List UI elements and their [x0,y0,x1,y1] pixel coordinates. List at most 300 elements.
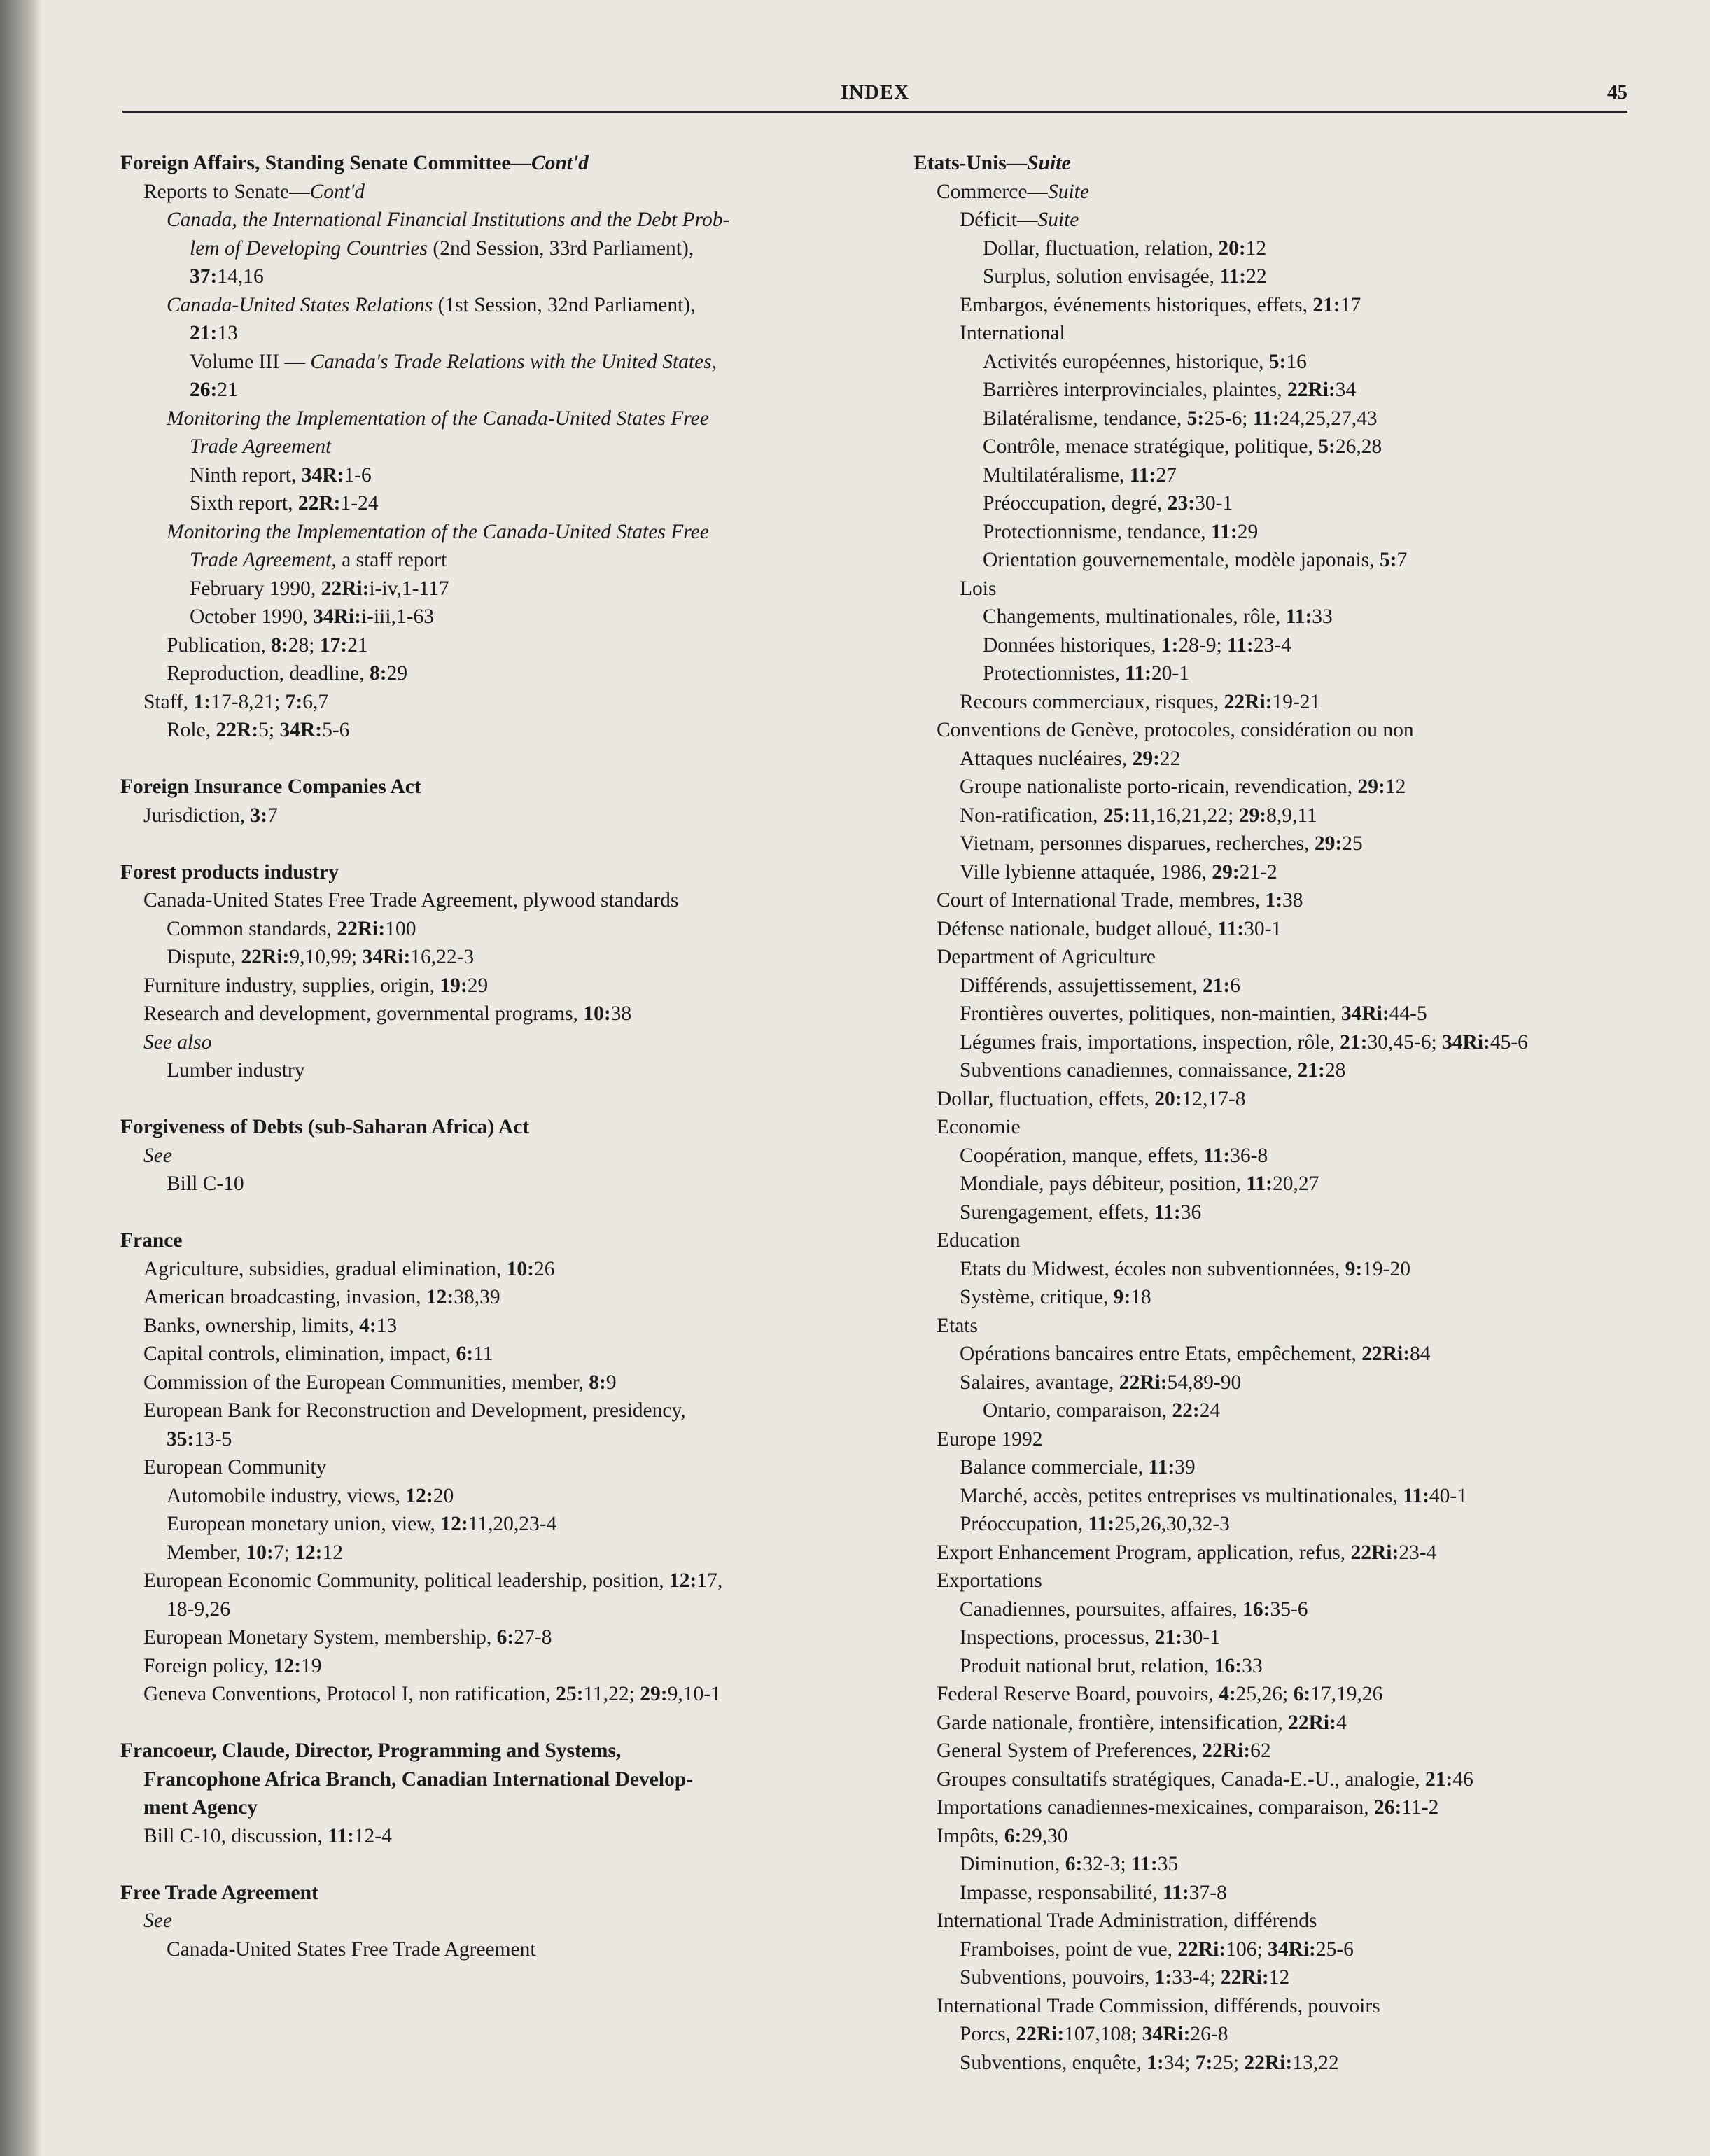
index-entry [913,1142,1641,1170]
italic-text: Suite [1047,180,1089,203]
entry-text: General System of Preferences, [937,1740,1203,1762]
entry-text: Coopération, manque, effets, [960,1144,1204,1167]
index-entry [120,603,854,631]
entry-text: Federal Reserve Board, pouvoirs, [937,1683,1219,1705]
index-entry [913,433,1641,461]
entry-text: 13,22 [1292,2051,1339,2074]
page-reference-volume: 37: [190,265,218,288]
entry-text: 12 [1245,237,1267,260]
index-entry [913,773,1641,802]
page-reference-volume: 12: [426,1286,454,1308]
entry-text: (1st Session, 32nd Parliament), [433,293,696,316]
entry-text: 22 [1159,747,1181,770]
page-reference-volume: 22Ri: [1220,1966,1269,1989]
entry-text: Données historiques, [983,634,1161,657]
entry-text: 36-8 [1230,1144,1268,1167]
entry-text: Court of International Trade, membres, [937,889,1266,911]
index-entry [913,1000,1641,1028]
entry-text: (2nd Session, 33rd Parliament), [428,237,694,260]
entry-text: Impasse, responsabilité, [960,1881,1163,1904]
entry-text: 8,9,11 [1266,804,1317,827]
entry-text: 12,17-8 [1182,1087,1246,1110]
entry-text: 30-1 [1244,917,1282,940]
entry-text: Forest products industry [120,860,339,883]
entry-text: 33 [1312,606,1333,628]
index-entry [913,1170,1641,1198]
index-entry [913,489,1641,518]
entry-text: 7 [1396,549,1408,571]
index-entry [120,461,854,490]
entry-text: 32-3; [1082,1853,1132,1875]
index-entry [913,319,1641,348]
entry-text: 37-8 [1189,1881,1227,1904]
index-entry [120,376,854,405]
entry-text: 21 [347,634,368,657]
index-entry [913,1453,1641,1482]
index-entry [913,206,1641,234]
index-entry [913,943,1641,972]
entry-text: 25,26; [1235,1683,1294,1705]
entry-text: Défense nationale, budget alloué, [937,917,1218,940]
entry-text: Common standards, [167,917,337,940]
page-reference-volume: 35: [167,1427,195,1450]
entry-text: Research and development, governmental programs, [143,1002,584,1025]
page-reference-volume: 23: [1167,492,1196,514]
index-entry [913,1539,1641,1567]
italic-text: Cont'd [309,180,365,203]
page-reference-volume: 34Ri: [1142,2023,1191,2045]
entry-text: Recours commerciaux, risques, [960,690,1224,713]
page-reference-volume: 11: [1088,1513,1115,1535]
entry-text: 25-6 [1315,1938,1354,1961]
index-entry [120,405,854,433]
page-reference-volume: 34Ri: [1442,1030,1490,1054]
entry-text: 26,28 [1335,435,1382,458]
entry-text: 21 [217,379,238,401]
page-reference-volume: 1: [1154,1966,1172,1989]
index-entry [913,1312,1641,1340]
entry-text: 1-24 [340,492,379,514]
index-heading [120,1113,854,1142]
entry-text: 23-4 [1399,1541,1437,1564]
index-entry [120,886,854,915]
entry-text: Canada-United States Free Trade Agreement, plywood standards [143,889,679,911]
entry-text: Surengagement, effets, [960,1200,1154,1224]
entry-text: Garde nationale, frontière, intensification, [937,1711,1289,1734]
index-entry [913,830,1641,858]
page-reference-volume: 22R: [297,492,341,514]
page-reference-volume: 21: [1154,1626,1182,1648]
entry-text: 38 [1282,889,1303,911]
index-entry [120,178,854,206]
index-entry [120,1368,854,1397]
page-reference-volume: 7: [285,690,303,713]
index-entry [913,461,1641,490]
index-entry [913,291,1641,320]
index-heading [913,149,1641,178]
index-column-right [913,149,1641,2077]
entry-text: 38,39 [454,1286,500,1308]
page-reference-volume: 11: [1211,520,1238,543]
index-entry [120,262,854,291]
entry-text: Export Enhancement Program, application, refus, [937,1541,1351,1564]
entry-text: Préoccupation, [960,1513,1088,1535]
entry-text: International Trade Administration, différends [937,1910,1317,1932]
entry-text: Activités européennes, historique, [983,350,1269,373]
entry-text: Contrôle, menace stratégique, politique, [983,435,1319,458]
entry-text: Diminution, [960,1853,1065,1875]
entry-text: 27-8 [514,1626,552,1648]
page-reference-volume: 5: [1318,435,1336,458]
italic-text: See [143,1144,172,1167]
entry-text: 17 [1340,293,1361,316]
index-entry [120,1652,854,1681]
index-entry [913,2020,1641,2049]
entry-text: 29,30 [1021,1824,1068,1847]
index-entry [913,1510,1641,1539]
index-entry [913,1992,1641,2021]
index-entry [913,886,1641,915]
index-entry [913,1737,1641,1765]
index-entry [913,659,1641,688]
entry-text: Non-ratification, [960,804,1103,827]
index-entry [913,1340,1641,1368]
entry-text: Protectionnistes, [983,662,1126,685]
page-reference-volume: 22: [1172,1399,1200,1422]
index-entry [120,1028,854,1057]
index-entry [913,1425,1641,1454]
entry-text: 29 [467,974,489,997]
page-reference-volume: 16: [1214,1654,1242,1677]
entry-text: Embargos, événements historiques, effets, [960,293,1313,316]
page-reference-volume: 6: [1004,1824,1022,1847]
page-reference-volume: 26: [190,379,218,401]
page-reference-volume: 10: [246,1541,274,1564]
page-reference-volume: 11: [1154,1200,1181,1224]
entry-text: Subventions, enquête, [960,2051,1147,2074]
index-entry [913,546,1641,575]
index-entry [913,405,1641,433]
entry-text: 18-9,26 [167,1597,230,1620]
page-reference-volume: 34Ri: [362,946,411,968]
index-entry [120,1283,854,1312]
entry-text: Lois [960,577,997,600]
page-reference-volume: 11: [1131,1853,1158,1875]
index-entry [913,1907,1641,1935]
page-reference-volume: 22Ri: [1288,1711,1336,1734]
index-entry [120,433,854,461]
page-reference-volume: 21: [1312,293,1340,316]
entry-text: Salaires, avantage, [960,1371,1119,1394]
entry-text: Dispute, [167,946,241,968]
entry-text: Commerce— [937,180,1048,203]
index-entry [913,915,1641,944]
entry-gap [120,1198,854,1227]
index-heading [120,1226,854,1255]
entry-text: 11 [473,1343,493,1365]
index-entry [120,1510,854,1539]
entry-text: 11,22; [583,1683,640,1705]
entry-text: 12 [322,1541,343,1564]
entry-text: , a staff report [331,549,447,571]
index-entry [120,1340,854,1368]
page-reference-volume: 29: [1357,776,1385,798]
index-entry [120,1623,854,1652]
entry-text: 29 [386,662,408,685]
entry-text: Francophone Africa Branch, Canadian International Develop- [143,1768,694,1791]
index-entry [913,1028,1641,1057]
entry-text: Protectionnisme, tendance, [983,520,1212,543]
page-reference-volume: 22Ri: [337,917,386,940]
index-entry [913,1085,1641,1114]
entry-text: Foreign Insurance Companies Act [120,776,421,798]
index-entry [913,1879,1641,1907]
page-reference-volume: 4: [1219,1683,1236,1705]
page-reference-volume: 22Ri: [1244,2051,1293,2074]
index-entry [120,291,854,320]
index-entry [120,518,854,547]
italic-text: See also [143,1030,212,1054]
index-entry [913,1396,1641,1425]
index-entry [120,1170,854,1198]
entry-text: Attaques nucléaires, [960,747,1133,770]
entry-text: 4 [1336,1711,1347,1734]
page-header [122,76,1627,113]
entry-text: France [120,1229,183,1252]
entry-gap [120,1709,854,1737]
entry-text: 30-1 [1195,492,1233,514]
entry-text: Différends, assujettissement, [960,974,1203,997]
index-entry [913,1652,1641,1681]
page-reference-volume: 5: [1186,407,1205,430]
page-reference-volume: 26: [1374,1796,1402,1819]
entry-text: 19-21 [1272,690,1321,713]
entry-text: 14,16 [217,265,264,288]
entry-text: 21-2 [1239,860,1277,883]
index-entry [120,546,854,575]
page-reference-volume: 34Ri: [1340,1002,1389,1025]
page-reference-volume: 11: [1203,1144,1231,1167]
entry-text: Geneva Conventions, Protocol I, non ratification, [143,1683,556,1705]
page-reference-volume: 34Ri: [313,606,361,628]
index-entry [913,716,1641,745]
index-entry [120,1453,854,1482]
entry-gap [120,1850,854,1879]
entry-text: Exportations [937,1569,1042,1592]
entry-text: Ninth report, [190,463,302,486]
page-reference-volume: 22Ri: [1287,379,1336,401]
italic-text: Suite [1027,152,1071,174]
index-entry [913,745,1641,774]
index-entry [120,659,854,688]
index-entry [913,518,1641,547]
index-entry [120,206,854,234]
entry-text: Inspections, processus, [960,1626,1155,1648]
page-reference-volume: 21: [1297,1059,1325,1082]
entry-text: Déficit— [960,209,1038,231]
entry-text: Europe 1992 [937,1427,1043,1450]
entry-text: 19 [301,1654,322,1677]
page-reference-volume: 21: [1340,1030,1368,1054]
index-entry [913,972,1641,1000]
page-reference-volume: 1: [1265,889,1283,911]
entry-text: i-iv,1-117 [369,577,449,600]
entry-text: ment Agency [143,1796,258,1819]
entry-text: 5; [258,719,280,741]
entry-text: 13-5 [194,1427,232,1450]
entry-text: 9 [605,1371,617,1394]
index-entry [913,178,1641,206]
index-entry [913,1226,1641,1255]
page-reference-volume: 34R: [301,463,344,486]
entry-text: Reports to Senate— [143,180,310,203]
entry-text: European Economic Community, political leadership, position, [143,1569,670,1592]
index-entry [120,1765,854,1794]
italic-text: Canada, the International Financial Institutions and the Debt Prob- [167,209,730,231]
index-entry [120,1482,854,1511]
entry-text: 40-1 [1429,1484,1467,1507]
page-reference-volume: 12: [295,1541,323,1564]
page-reference-volume: 10: [583,1002,611,1025]
index-entry [120,319,854,348]
italic-text: Trade Agreement [190,549,332,571]
entry-text: 84 [1410,1343,1431,1365]
entry-text: 28 [1324,1059,1346,1082]
entry-text: Foreign policy, [143,1654,274,1677]
index-entry [120,1793,854,1822]
index-entry [913,234,1641,263]
entry-text: Francoeur, Claude, Director, Programming and Systems, [120,1740,622,1762]
page-reference-volume: 22Ri: [1350,1541,1399,1564]
index-entry [913,603,1641,631]
index-entry [913,858,1641,887]
entry-text: Mondiale, pays débiteur, position, [960,1172,1247,1195]
page-reference-volume: 11: [1148,1456,1175,1478]
page-reference-volume: 29: [1238,804,1267,827]
entry-text: 6,7 [302,690,329,713]
entry-text: Système, critique, [960,1286,1114,1308]
italic-text: Canada's Trade Relations with the United States, [310,350,717,373]
entry-text: American broadcasting, invasion, [143,1286,426,1308]
entry-text: 24 [1199,1399,1221,1422]
page-reference-volume: 12: [405,1484,433,1507]
entry-text: Furniture industry, supplies, origin, [143,974,440,997]
page-reference-volume: 25: [556,1683,584,1705]
page-reference-volume: 11: [1252,407,1280,430]
page-reference-volume: 21: [1202,974,1231,997]
page-reference-volume: 22R: [216,719,259,741]
page-reference-volume: 29: [640,1683,668,1705]
index-entry [120,1142,854,1170]
entry-text: European monetary union, view, [167,1513,441,1535]
entry-text: 27 [1156,463,1177,486]
page-reference-volume: 6: [496,1626,514,1648]
index-entry [120,915,854,944]
index-entry [913,1056,1641,1085]
entry-text: February 1990, [190,577,321,600]
index-entry [120,1255,854,1284]
index-entry [120,1056,854,1085]
italic-text: Cont'd [531,152,589,174]
index-entry [913,1850,1641,1879]
page-reference-volume: 22Ri: [241,946,290,968]
entry-text: 26 [533,1257,555,1280]
index-heading [120,1879,854,1907]
page-reference-volume: 22Ri: [1016,2023,1065,2045]
index-heading [120,1737,854,1765]
page-reference-volume: 11: [1129,463,1156,486]
book-spine-shadow [0,0,42,2156]
entry-text: Etats-Unis— [913,152,1028,174]
entry-text: International Trade Commission, différends, pouvoirs [937,1994,1380,2017]
entry-text: 38 [610,1002,632,1025]
entry-text: Groupes consultatifs stratégiques, Canada-E.-U., analogie, [937,1768,1425,1791]
page-reference-volume: 4: [359,1314,377,1337]
entry-text: 39 [1175,1456,1196,1478]
entry-gap [120,830,854,858]
page-reference-volume: 29: [1314,832,1343,855]
entry-text: 25,26,30,32-3 [1114,1513,1230,1535]
entry-gap [120,1085,854,1114]
index-entry [913,1623,1641,1652]
entry-text: Framboises, point de vue, [960,1938,1178,1961]
index-entry [913,1595,1641,1624]
entry-text: Vietnam, personnes disparues, recherches, [960,832,1315,855]
page-reference-volume: 11: [1285,606,1312,628]
index-entry [913,688,1641,717]
entry-text: 44-5 [1389,1002,1427,1025]
index-entry [120,943,854,972]
index-entry [913,2049,1641,2078]
entry-text: Volume III — [190,350,311,373]
entry-text: Frontières ouvertes, politiques, non-maintien, [960,1002,1341,1025]
italic-text: Monitoring the Implementation of the Canada-United States Free [167,407,709,430]
entry-text: Canadiennes, poursuites, affaires, [960,1597,1243,1620]
entry-text: 12 [1385,776,1406,798]
entry-text: Dollar, fluctuation, effets, [937,1087,1155,1110]
entry-text: 25-6; [1204,407,1253,430]
entry-text: 30-1 [1182,1626,1220,1648]
entry-text: Importations canadiennes-mexicaines, comparaison, [937,1796,1375,1819]
entry-text: 30,45-6; [1367,1030,1443,1054]
entry-text: Education [937,1229,1021,1252]
entry-text: 19-20 [1362,1257,1410,1280]
index-entry [913,1935,1641,1964]
entry-text: 62 [1250,1740,1271,1762]
index-entry [120,1539,854,1567]
index-entry [913,1255,1641,1284]
entry-text: 11-2 [1401,1796,1439,1819]
page-reference-volume: 1: [193,690,211,713]
entry-text: Orientation gouvernementale, modèle japonais, [983,549,1380,571]
index-entry [913,802,1641,830]
italic-text: lem of Developing Countries [190,237,428,260]
entry-text: Subventions, pouvoirs, [960,1966,1155,1989]
entry-text: 26-8 [1190,2023,1228,2045]
entry-text: 106; [1226,1938,1268,1961]
index-entry [913,1113,1641,1142]
index-heading [120,858,854,887]
entry-text: 17,19,26 [1310,1683,1383,1705]
entry-text: International [960,322,1065,344]
page-reference-volume: 3: [250,804,267,827]
entry-text: Publication, [167,634,272,657]
entry-text: 13 [217,322,238,344]
entry-text: 33 [1242,1654,1263,1677]
entry-text: 25; [1212,2051,1245,2074]
entry-text: Agriculture, subsidies, gradual elimination, [143,1257,507,1280]
page-reference-volume: 1: [1147,2051,1164,2074]
